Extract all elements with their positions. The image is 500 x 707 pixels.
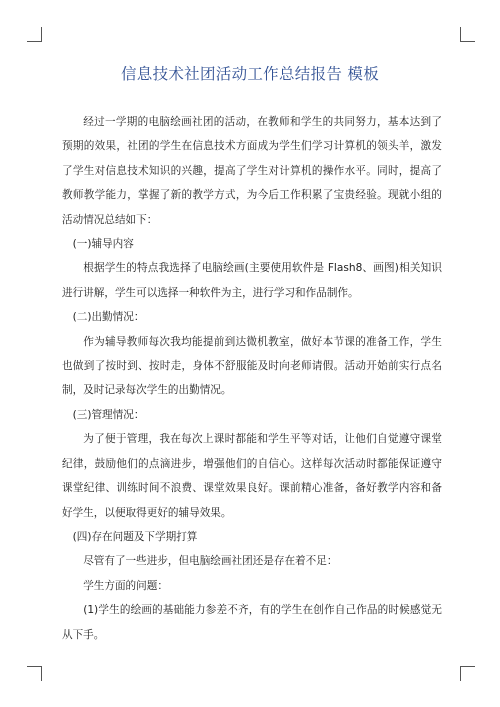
crop-mark-bottom-right: [460, 666, 475, 681]
crop-mark-top-left: [27, 27, 42, 42]
crop-mark-top-right: [460, 27, 475, 42]
section-heading-management: (三)管理情况：: [72, 408, 145, 421]
document-body: [62, 110, 442, 647]
student-issue-1-paragraph: (1)学生的绘画的基础能力参差不齐，有的学生在创作自己作品的时候感觉无从下手。: [62, 604, 442, 641]
document-title: 信息技术社团活动工作总结报告 模板: [120, 65, 380, 83]
crop-mark-bottom-left: [27, 666, 42, 681]
attendance-paragraph: 作为辅导教师每次我均能提前到达微机教室，做好本节课的准备工作，学生也做到了按时到、按时走，身体不舒服能及时向老师请假。活动开始前实行点名制，及时记录每次学生的出勤情况。: [62, 335, 442, 397]
section-heading-attendance: (二)出勤情况：: [72, 311, 145, 324]
section-heading-guidance: (一)辅导内容: [72, 238, 134, 251]
management-paragraph: 为了便于管理，我在每次上课时都能和学生平等对话，让他们自觉遵守课堂纪律，鼓励他们的点滴进步，增强他们的自信心。这样每次活动时都能保证遵守课堂纪律、训练时间不浪费、课堂效果良好。课前精心准备，备好教学内容和备好学生，以便取得更好的辅导效果。: [62, 433, 442, 519]
student-issues-label: 学生方面的问题：: [83, 579, 168, 592]
guidance-paragraph: 根据学生的特点我选择了电脑绘画(主要使用软件是 Flash8、画图)相关知识进行讲解，学生可以选择一种软件为主，进行学习和作品制作。: [62, 262, 442, 299]
section-heading-problems: (四)存在问题及下学期打算: [72, 530, 198, 543]
intro-paragraph: 经过一学期的电脑绘画社团的活动，在教师和学生的共同努力，基本达到了预期的效果，社团的学生在信息技术方面成为学生们学习计算机的领头羊，激发了学生对信息技术知识的兴趣，提高了学生对计算机的操作水平。同时，提高了教师教学能力，掌握了新的教学方式，为今后工作积累了宝贵经验。现就小组的活动情况总结如下：: [62, 116, 442, 226]
problems-intro-paragraph: 尽管有了一些进步，但电脑绘画社团还是存在着不足：: [83, 555, 338, 568]
